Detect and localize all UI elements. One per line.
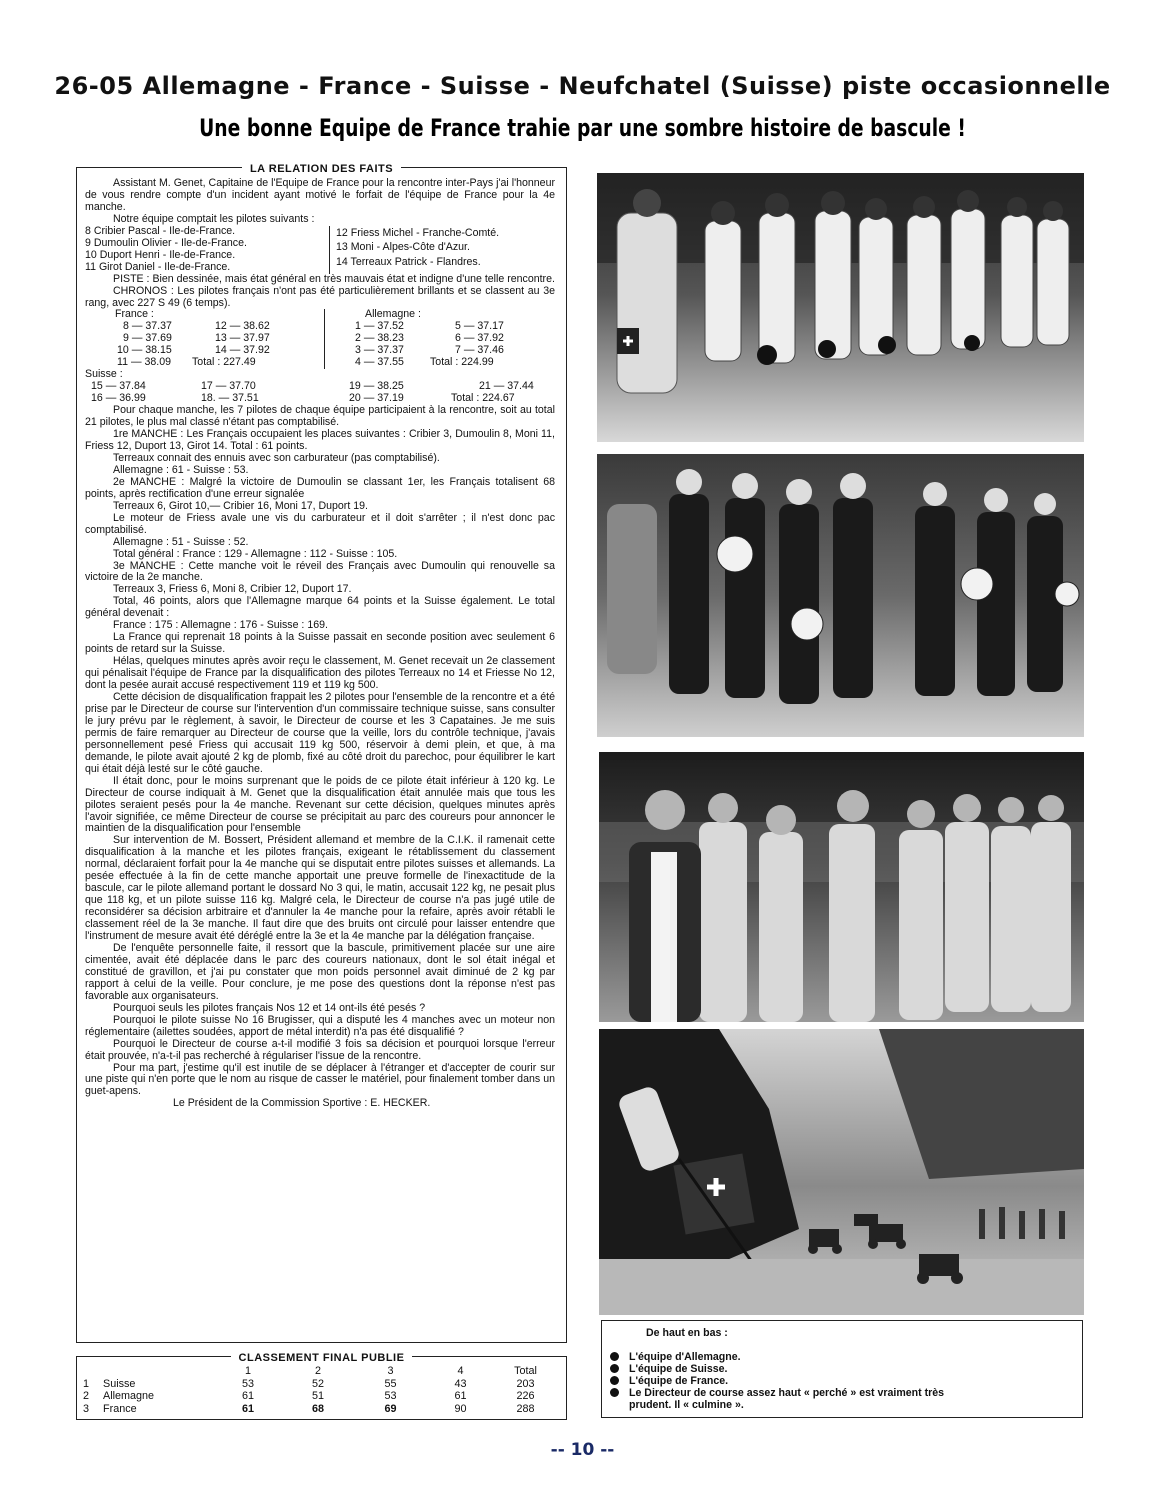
page-subtitle: Une bonne Equipe de France trahie par une sombre histoire de bascule ! <box>199 114 966 142</box>
caption-item: L'équipe de Suisse. <box>610 1363 1076 1375</box>
body-paragraph: De l'enquête personnelle faite, il ressort que la bascule, primitivement placée sur une aire cimentée, avait été déplacée dans le parc des coureurs nationaux, dont le sol était inégal et constitué de gravillon, et j'ai pu constater que mon poids personnel avait diminué de 2 kg par rapport à celui de la veille. Pour conclure, je me pose des questions dont la réponse n'est pas favorable aux organisateurs. <box>85 942 555 1002</box>
score-cell: 53 <box>384 1390 397 1402</box>
body-paragraph: Terreaux connait des ennuis avec son carburateur (pas comptabilisé). <box>113 451 440 464</box>
score-cell: 68 <box>311 1402 324 1415</box>
france-label: France : <box>115 308 154 321</box>
suisse-times <box>85 381 555 405</box>
piste-paragraph: PISTE : Bien dessinée, mais état général en très mauvais état et indigne d'une telle rencontre. <box>113 272 555 285</box>
team-intro: Notre équipe comptait les pilotes suivants : <box>113 212 315 225</box>
photo-france-team <box>599 752 1084 1022</box>
body-paragraph: Allemagne : 61 - Suisse : 53. <box>113 463 249 476</box>
time-cell: 21 — 37.44 <box>479 380 534 393</box>
score-cell: 61 <box>241 1402 254 1415</box>
classement-table <box>83 1365 558 1415</box>
team-photo-image <box>597 454 1084 737</box>
team-cell: Allemagne <box>103 1390 155 1402</box>
pilot-item: 8 Cribier Pascal - Ile-de-France. <box>85 224 236 237</box>
total-cell: 203 <box>516 1377 535 1390</box>
intro-paragraph: Assistant M. Genet, Capitaine de l'Equipe de France pour la rencontre inter-Pays j'ai l'honneur de vous rendre compte d'un incident ayant motivé le forfait de l'équipe de France pour la 4e manche. <box>85 177 555 213</box>
bullet-icon <box>610 1376 619 1385</box>
time-cell: Total : 227.49 <box>192 356 256 369</box>
body-paragraph: Allemagne : 51 - Suisse : 52. <box>113 535 249 548</box>
classement-box <box>76 1352 567 1420</box>
body-paragraph: Cette décision de disqualification frappait les 2 pilotes pour l'ensemble de la rencontre et a été prise par le Directeur de course sur l'intervention d'un commissaire technique suisse, sans consulter le jury prévu par le règlement, à savoir, le Directeur de course et les 3 Capataines. Je me suis permis de faire remarquer au Directeur de course que la veille, lors du contrôle technique, j'avais personnellement pesé Friess qui accusait 119 kg 500, réservoir à demi plein, et que, à ma demande, le pilote avait ajouté 2 kg de plomb, fixé au côté droit du parechoc, pour équilibrer le kart qui était déjà lesté sur le côté gauche. <box>85 690 555 775</box>
page-title: 26-05 Allemagne - France - Suisse - Neufchatel (Suisse) piste occasionnelle <box>54 72 1111 100</box>
score-cell: 69 <box>384 1402 397 1415</box>
pilot-list <box>85 226 555 274</box>
score-cell: 52 <box>311 1377 324 1390</box>
table-row <box>83 1390 558 1403</box>
body-paragraph: 3e MANCHE : Cette manche voit le réveil des Français avec Dumoulin qui renouvelle sa victoire de la 2e manche. <box>85 559 555 584</box>
photo-race-director <box>599 1029 1084 1315</box>
relation-heading: LA RELATION DES FAITS <box>77 159 566 177</box>
pilot-item: 12 Friess Michel - Franche-Comté. <box>336 226 500 239</box>
photo-caption <box>601 1320 1083 1418</box>
bullet-icon <box>610 1364 619 1373</box>
score-cell: 61 <box>454 1390 467 1402</box>
time-cell: 19 — 38.25 <box>349 380 404 393</box>
caption-item: L'équipe de France. <box>610 1375 1076 1387</box>
suisse-label: Suisse : <box>85 368 123 381</box>
team-photo-image <box>599 752 1084 1022</box>
time-cell: 5 — 37.17 <box>455 320 504 333</box>
caption-item: Le Directeur de course assez haut « perché » est vraiment très <box>610 1387 1076 1399</box>
pilot-item: 14 Terreaux Patrick - Flandres. <box>336 255 481 268</box>
column-header: 3 <box>387 1365 394 1377</box>
body-paragraph: La France qui reprenait 18 points à la Suisse passait en seconde position avec seulement 6 points de retard sur la Suisse. <box>85 631 555 656</box>
race-photo-image <box>599 1029 1084 1315</box>
score-cell: 90 <box>454 1402 467 1415</box>
time-cell: Total : 224.67 <box>451 392 515 405</box>
total-cell: 288 <box>516 1402 535 1415</box>
page-number: -- 10 -- <box>550 1440 615 1460</box>
bullet-icon <box>610 1388 619 1397</box>
body-paragraph: Total, 46 points, alors que l'Allemagne marque 64 points et la Suisse également. Le total général devenait : <box>85 595 555 620</box>
time-cell: Total : 224.99 <box>430 356 494 369</box>
photo-suisse-team <box>597 454 1084 737</box>
table-header-row <box>83 1365 558 1378</box>
team-cell: France <box>103 1402 137 1415</box>
body-paragraph: Hélas, quelques minutes après avoir reçu le classement, M. Genet recevait un 2e classement qui pénalisait l'équipe de France par la disqualification des pilotes Terreaux no 14 et Friesse No 12, dont la pesée aurait accusé respectivement 119 et 119 kg 500. <box>85 655 555 692</box>
column-header: 4 <box>457 1365 464 1377</box>
table-row <box>83 1403 558 1416</box>
time-cell: 13 — 37.97 <box>215 332 270 345</box>
relation-box <box>76 163 567 1343</box>
caption-heading: De haut en bas : <box>646 1327 728 1339</box>
body-paragraph: France : 175 : Allemagne : 176 - Suisse : 169. <box>113 619 328 632</box>
bullet-icon <box>610 1352 619 1361</box>
time-cell: 16 — 36.99 <box>91 392 146 405</box>
time-cell: 10 — 38.15 <box>117 344 172 357</box>
pilot-item: 10 Duport Henri - Ile-de-France. <box>85 248 236 261</box>
score-cell: 61 <box>241 1390 254 1402</box>
time-cell: 2 — 38.23 <box>355 332 404 345</box>
column-header: Total <box>514 1365 537 1377</box>
time-cell: 15 — 37.84 <box>91 380 146 393</box>
body-paragraph: Il était donc, pour le moins surprenant que le poids de ce pilote était inférieur à 120 kg. Le Directeur de course indiquait à M. Genet que la disqualification était annulée mais que tous les pilotes seraient pesés pour la 4e manche. Revenant sur cette décision, quelques minutes après l'avoir signifiée, ce même Directeur de course se précipitait au parc des coureurs pour annoncer le maintien de la disqualification pour l'ensemble <box>85 774 555 835</box>
body-paragraph: Terreaux 6, Girot 10,— Cribier 16, Moni 17, Duport 19. <box>113 499 368 512</box>
time-cell: 8 — 37.37 <box>123 320 172 333</box>
signature: Le Président de la Commission Sportive : E. HECKER. <box>173 1097 431 1110</box>
time-cell: 12 — 38.62 <box>215 320 270 333</box>
body-paragraph: Pour ma part, j'estime qu'il est inutile de se déplacer à l'étranger et d'accepter de courir sur une piste qui n'en porte que le nom au risque de casser le matériel, pour finalement tomber dans un guet-apens. <box>85 1061 555 1098</box>
time-cell: 9 — 37.69 <box>123 332 172 345</box>
team-photo-image <box>597 173 1084 442</box>
body-paragraph: Total général : France : 129 - Allemagne : 112 - Suisse : 105. <box>113 547 398 560</box>
time-cell: 18. — 37.51 <box>201 392 259 405</box>
relation-text <box>85 178 555 1110</box>
time-cell: 7 — 37.46 <box>455 344 504 357</box>
rank-cell: 1 <box>83 1377 90 1390</box>
column-header: 1 <box>244 1365 251 1377</box>
body-paragraph: Pour chaque manche, les 7 pilotes de chaque équipe participaient à la rencontre, soit au total 21 pilotes, le plus mal classé n'étant pas comptabilisé. <box>85 404 555 429</box>
chronos-table <box>85 309 555 369</box>
rank-cell: 2 <box>83 1390 90 1402</box>
body-paragraph: 2e MANCHE : Malgré la victoire de Dumoulin se classant 1er, les Français totalisent 68 points, après rectification d'une erreur signalée <box>85 475 555 500</box>
caption-continuation: prudent. Il « culmine ». <box>629 1399 744 1411</box>
classement-heading: CLASSEMENT FINAL PUBLIE <box>77 1348 566 1366</box>
pilot-item: 9 Dumoulin Olivier - Ile-de-France. <box>85 236 247 249</box>
time-cell: 6 — 37.92 <box>455 332 504 345</box>
body-paragraph: Pourquoi le pilote suisse No 16 Brugisser, qui a disputé les 4 manches avec un moteur non réglementaire (ailettes soudées, apport de métal interdit) n'a pas été disqualifié ? <box>85 1013 555 1038</box>
body-paragraph: Le moteur de Friess avale une vis du carburateur et il doit s'arrêter ; il n'est donc pac comptabilisé. <box>85 511 555 536</box>
caption-list <box>610 1351 1076 1411</box>
score-cell: 43 <box>454 1377 467 1390</box>
total-cell: 226 <box>516 1390 535 1402</box>
caption-item: L'équipe d'Allemagne. <box>610 1351 1076 1363</box>
chronos-paragraph: CHRONOS : Les pilotes français n'ont pas été particulièrement brillants et se classent au 3e rang, avec 227 S 49 (6 temps). <box>85 284 555 309</box>
time-cell: 1 — 37.52 <box>355 320 404 333</box>
time-cell: 14 — 37.92 <box>215 344 270 357</box>
pilot-item: 11 Girot Daniel - Ile-de-France. <box>85 260 231 273</box>
allemagne-label: Allemagne : <box>365 308 421 321</box>
body-paragraph: Terreaux 3, Friess 6, Moni 8, Cribier 12, Duport 17. <box>113 583 352 596</box>
photo-allemagne-team <box>597 173 1084 442</box>
time-cell: 4 — 37.55 <box>355 356 404 369</box>
column-header: 2 <box>314 1365 321 1377</box>
rank-cell: 3 <box>83 1402 90 1415</box>
score-cell: 51 <box>311 1390 324 1402</box>
table-row <box>83 1378 558 1391</box>
pilot-item: 13 Moni - Alpes-Côte d'Azur. <box>336 241 470 254</box>
score-cell: 55 <box>384 1377 397 1390</box>
time-cell: 20 — 37.19 <box>349 392 404 405</box>
time-cell: 11 — 38.09 <box>117 356 171 369</box>
time-cell: 3 — 37.37 <box>355 344 404 357</box>
body-paragraph: Pourquoi le Directeur de course a-t-il modifié 3 fois sa décision et pourquoi lorsque l'erreur était prouvée, n'a-t-il pas recherché à régulariser l'issue de la rencontre. <box>85 1037 555 1062</box>
body-paragraph: Pourquoi seuls les pilotes français Nos 12 et 14 ont-ils été pesés ? <box>113 1001 426 1014</box>
score-cell: 53 <box>241 1377 254 1390</box>
time-cell: 17 — 37.70 <box>201 380 256 393</box>
body-paragraph: Sur intervention de M. Bossert, Président allemand et membre de la C.I.K. il ramenait cette disqualification à la manche et les pilotes français, exigeant le rétablissement du classement normal, déclaraient forfait pour la 4e manche qui se disputait entre pilotes suisses et allemands. La pesée effectuée à la fin de cette manche apportait une preuve formelle de l'inexactitude de la bascule, car le pilote allemand portant le dossard No 3 qui, le matin, accusait 122 kg, ne pesait plus que 118 kg, et un pilote suisse 116 kg. Malgré cela, le Directeur de course n'a pas jugé utile de reconsidérer sa décision arbitraire et d'annuler la 4e manche pour la refaire, après avoir rétabli le classement réel de la 3e manche. Il faut dire que des bruits ont circulé pour laisser entendre que l'instrument de mesure avait été déréglé entre la 3e et la 4e manche par la délégation française. <box>85 834 555 943</box>
team-cell: Suisse <box>103 1377 136 1390</box>
body-paragraph: 1re MANCHE : Les Français occupaient les places suivantes : Cribier 3, Dumoulin 8, Moni 11, Friess 12, Duport 13, Girot 14. Total : 61 points. <box>85 428 555 452</box>
